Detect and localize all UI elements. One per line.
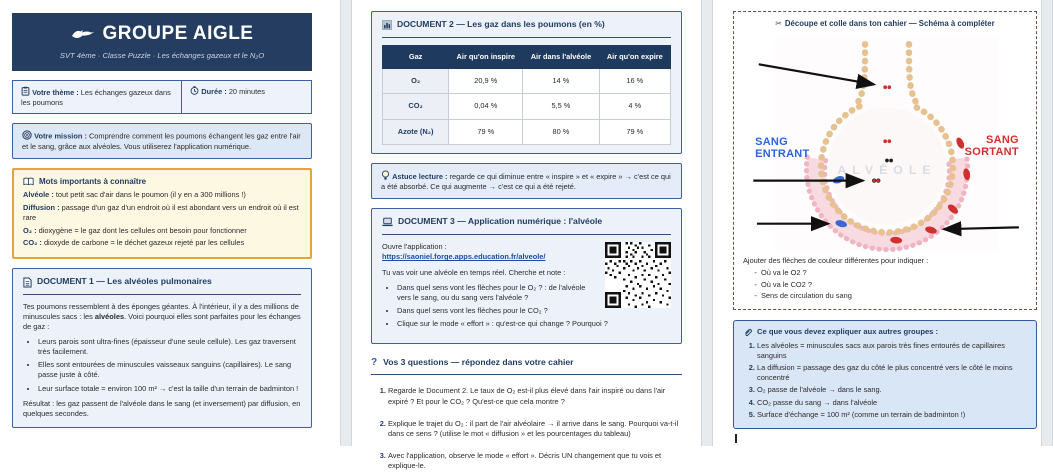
- document-1-intro: [23, 302, 301, 333]
- cell-value: 14 %: [523, 69, 599, 94]
- cutout-box: [733, 11, 1037, 310]
- question-icon: ?: [371, 356, 378, 368]
- qr-code: [605, 242, 671, 308]
- text-cursor: [735, 434, 737, 443]
- astuce-text: regarde ce qui diminue entre « inspire » et « expire » → c'est ce qui a été absorbé. Ce qui augmente → c'est ce qui a été rejeté.: [381, 171, 671, 191]
- instruction-item: - Sens de circulation du sang: [761, 291, 1027, 301]
- col-header: Air qu'on inspire: [449, 45, 523, 68]
- divider: [382, 37, 671, 38]
- group-title-row: [18, 21, 306, 47]
- cell-value: 79 %: [449, 119, 523, 144]
- theme-duration-row: [12, 80, 312, 114]
- vocab-term: [23, 190, 301, 200]
- target-icon: [22, 130, 32, 140]
- co2-molecule: [889, 158, 893, 162]
- duration-box: [181, 81, 311, 113]
- question-item: 3. Avec l'application, observe le mode « effort ». Décris UN changement que tu vois et explique-le.: [388, 451, 682, 471]
- document-2-title: DOCUMENT 2 — Les gaz dans les poumons (en %): [397, 19, 605, 29]
- page-3: [713, 0, 1041, 446]
- table-row: [383, 94, 671, 119]
- document-icon: [23, 277, 32, 288]
- document-1-title-row: [23, 276, 301, 288]
- book-icon: [23, 177, 34, 186]
- document-2-box: [371, 11, 682, 154]
- vocab-title-row: [23, 176, 301, 187]
- sang-sortant-label: SANG: [986, 133, 1019, 146]
- summary-list: [757, 341, 1027, 421]
- intro-pre: Tes poumons ressemblent à des éponges géantes. À l'intérieur, il y a des millions de minuscules sacs : les: [23, 302, 299, 322]
- group-header: [12, 13, 312, 71]
- eagle-icon: [71, 27, 95, 42]
- alveole-diagram: [743, 35, 1031, 253]
- vocab-box: [12, 168, 312, 259]
- sang-entrant-label: ENTRANT: [755, 147, 810, 160]
- document-1-box: [12, 268, 312, 428]
- cell-value: 5,5 %: [523, 94, 599, 119]
- vocab-term-def: passage d'un gaz d'un endroit où il est abondant vers un endroit où il est rare: [23, 202, 299, 223]
- paperclip-icon: [743, 327, 752, 337]
- page-gutter: [340, 0, 352, 446]
- document-2-title-row: [382, 19, 671, 31]
- col-header: Air dans l'alvéole: [523, 45, 599, 68]
- page-1: [0, 0, 340, 446]
- vocab-title: Mots importants à connaître: [39, 177, 147, 187]
- bullet-item: • Leurs parois sont ultra-fines (épaisseur d'une seule cellule). Les gaz traversent très facilement.: [38, 337, 301, 357]
- cell-value: 79 %: [599, 119, 670, 144]
- group-subtitle: SVT 4ème · Classe Puzzle · Les échanges gazeux et le N₂O: [59, 51, 265, 61]
- summary-item: 1. Les alvéoles = minuscules sacs aux parois très fines entourés de capillaires sanguins: [757, 341, 1027, 361]
- cutout-title: Découpe et colle dans ton cahier — Schéma à compléter: [784, 19, 995, 28]
- vocab-term-word: Alvéole :: [23, 190, 54, 200]
- summary-box: [733, 320, 1037, 429]
- bullet-item: • Dans quel sens vont les flèches pour le CO₂ ?: [397, 306, 671, 316]
- co2-molecule: [885, 158, 889, 162]
- table-header-row: [383, 45, 671, 68]
- questions-list: [388, 386, 682, 471]
- vocab-term: [23, 203, 301, 223]
- gas-table-body: [383, 69, 671, 145]
- cell-gaz: CO₂: [383, 94, 449, 119]
- laptop-icon: [382, 217, 393, 227]
- cell-value: 4 %: [599, 94, 670, 119]
- gas-molecule: [872, 179, 876, 183]
- vocab-term-def: dioxyde de carbone = le déchet gazeux rejeté par les cellules: [41, 238, 245, 248]
- gas-table: [382, 45, 671, 145]
- vocab-term: [23, 238, 301, 248]
- vocab-term: [23, 226, 301, 236]
- instruction-item: - Où va le CO2 ?: [761, 280, 1027, 290]
- cell-gaz: O₂: [383, 69, 449, 94]
- document-3-box: [371, 208, 682, 343]
- mission-label: Votre mission :: [34, 131, 87, 141]
- scissors-icon: ✂: [775, 19, 782, 28]
- vocab-term-word: Diffusion :: [23, 202, 60, 212]
- o2-molecule: [887, 85, 891, 89]
- astuce-label: Astuce lecture :: [392, 171, 448, 181]
- cell-value: 0,04 %: [449, 94, 523, 119]
- theme-box: [13, 81, 181, 113]
- o2-molecule: [883, 139, 887, 143]
- question-item: 1. Regarde le Document 2. Le taux de O₂ est-il plus élevé dans l'air inspiré ou dans l'air expiré ? Et pour le CO₂ ? Qu'est-ce que cela montre ?: [388, 386, 682, 406]
- gas-table-head: [383, 45, 671, 68]
- duration-label: Durée :: [201, 86, 227, 96]
- cell-value: 80 %: [523, 119, 599, 144]
- summary-item: 3. O₂ passe de l'alvéole → dans le sang.: [757, 385, 1027, 395]
- col-header: Air qu'on expire: [599, 45, 670, 68]
- bullet-item: • Dans quel sens vont les flèches pour le O₂ ? : de l'alvéole vers le sang, ou du sang vers l'alvéole ?: [397, 283, 671, 303]
- intro-post: . Voici pourquoi elles sont parfaites pour les échanges de gaz :: [23, 312, 301, 332]
- cutout-title-row: [743, 19, 1027, 30]
- mission-box: [12, 123, 312, 159]
- o2-molecule: [887, 139, 891, 143]
- bullet-item: • Clique sur le mode « effort » : qu'est-ce qui change ? Pourquoi ?: [397, 319, 671, 329]
- summary-item: 2. La diffusion = passage des gaz du côté le plus concentré vers le côté le moins concentré: [757, 363, 1027, 383]
- sang-entrant-label: SANG: [755, 135, 788, 148]
- app-link[interactable]: https://saoniel.forge.apps.education.fr/alveole/: [382, 252, 546, 262]
- intro-bold: alvéoles: [94, 312, 125, 322]
- astuce-box: [371, 163, 682, 199]
- vocab-term-def: dioxygène = le gaz dont les cellules ont besoin pour fonctionner: [36, 225, 247, 235]
- clipboard-icon: [21, 86, 30, 96]
- summary-title-row: [743, 327, 1027, 337]
- bulb-icon: [381, 170, 390, 181]
- vocab-term-word: O₂ :: [23, 225, 37, 235]
- divider: [23, 294, 301, 295]
- page-2: [352, 0, 701, 471]
- page-gutter: [701, 0, 713, 446]
- divider: [382, 234, 671, 235]
- theme-value: Les échanges gazeux dans les poumons: [21, 87, 171, 107]
- table-row: [383, 119, 671, 144]
- clock-icon: [190, 86, 199, 95]
- diagram-instructions-list: [761, 268, 1027, 302]
- question-item: 2. Explique le trajet du O₂ : il part de l'air alvéolaire → il arrive dans le sang. Pourquoi va-t-il dans ce sens ? (utilise le mot « diffusion » et les pourcentages du tableau): [388, 419, 682, 439]
- theme-label: Votre thème :: [32, 87, 79, 97]
- instruction-item: - Où va le O2 ?: [761, 268, 1027, 278]
- bullet-item: • Elles sont entourées de minuscules vaisseaux sanguins (capillaires). Le sang passe juste à côté.: [38, 360, 301, 380]
- summary-item: 4. CO₂ passe du sang → dans l'alvéole: [757, 398, 1027, 408]
- summary-item: 5. Surface d'échange = 100 m² (comme un terrain de badminton !): [757, 410, 1027, 420]
- sang-sortant-label: SORTANT: [964, 145, 1019, 158]
- gas-molecule: [876, 179, 880, 183]
- chart-icon: [382, 20, 392, 30]
- vocab-term-word: CO₂ :: [23, 238, 42, 248]
- vocab-term-def: tout petit sac d'air dans le poumon (il y en a 300 millions !): [53, 190, 246, 200]
- page-title: GROUPE AIGLE: [102, 23, 254, 44]
- page-gutter: [1041, 0, 1053, 446]
- col-header: Gaz: [383, 45, 449, 68]
- alveole-label: ALVÉOLE: [837, 162, 937, 177]
- mission-text: Comprendre comment les poumons échangent les gaz entre l'air et le sang, grâce aux alvéoles. Vous utiliserez l'application numérique.: [22, 131, 301, 151]
- cell-gaz: Azote (N₂): [383, 119, 449, 144]
- app-link-label: Ouvre l'application :: [382, 242, 447, 252]
- cell-value: 20,9 %: [449, 69, 523, 94]
- document-1-result: Résultat : les gaz passent de l'alvéole dans le sang (et inversement) par diffusion, en quelques secondes.: [23, 398, 301, 419]
- document-1-title: DOCUMENT 1 — Les alvéoles pulmonaires: [37, 276, 212, 287]
- cell-value: 16 %: [599, 69, 670, 94]
- diagram-instructions-title: Ajouter des flèches de couleur différentes pour indiquer :: [743, 255, 929, 265]
- document-3-intro: Tu vas voir une alvéole en temps réel. Cherche et note :: [382, 268, 566, 278]
- bullet-item: • Leur surface totale = environ 100 m² → c'est la taille d'un terrain de badminton !: [38, 384, 301, 394]
- questions-heading: [371, 356, 682, 376]
- duration-value: 20 minutes: [226, 86, 265, 96]
- questions-title: Vos 3 questions — répondez dans votre cahier: [383, 356, 574, 367]
- document-1-bullets: [38, 337, 301, 394]
- o2-molecule: [883, 85, 887, 89]
- document-3-title: DOCUMENT 3 — Application numérique : l'alvéole: [398, 216, 603, 227]
- table-row: [383, 69, 671, 94]
- summary-title: Ce que vous devez expliquer aux autres groupes :: [757, 327, 939, 337]
- document-3-title-row: [382, 216, 671, 228]
